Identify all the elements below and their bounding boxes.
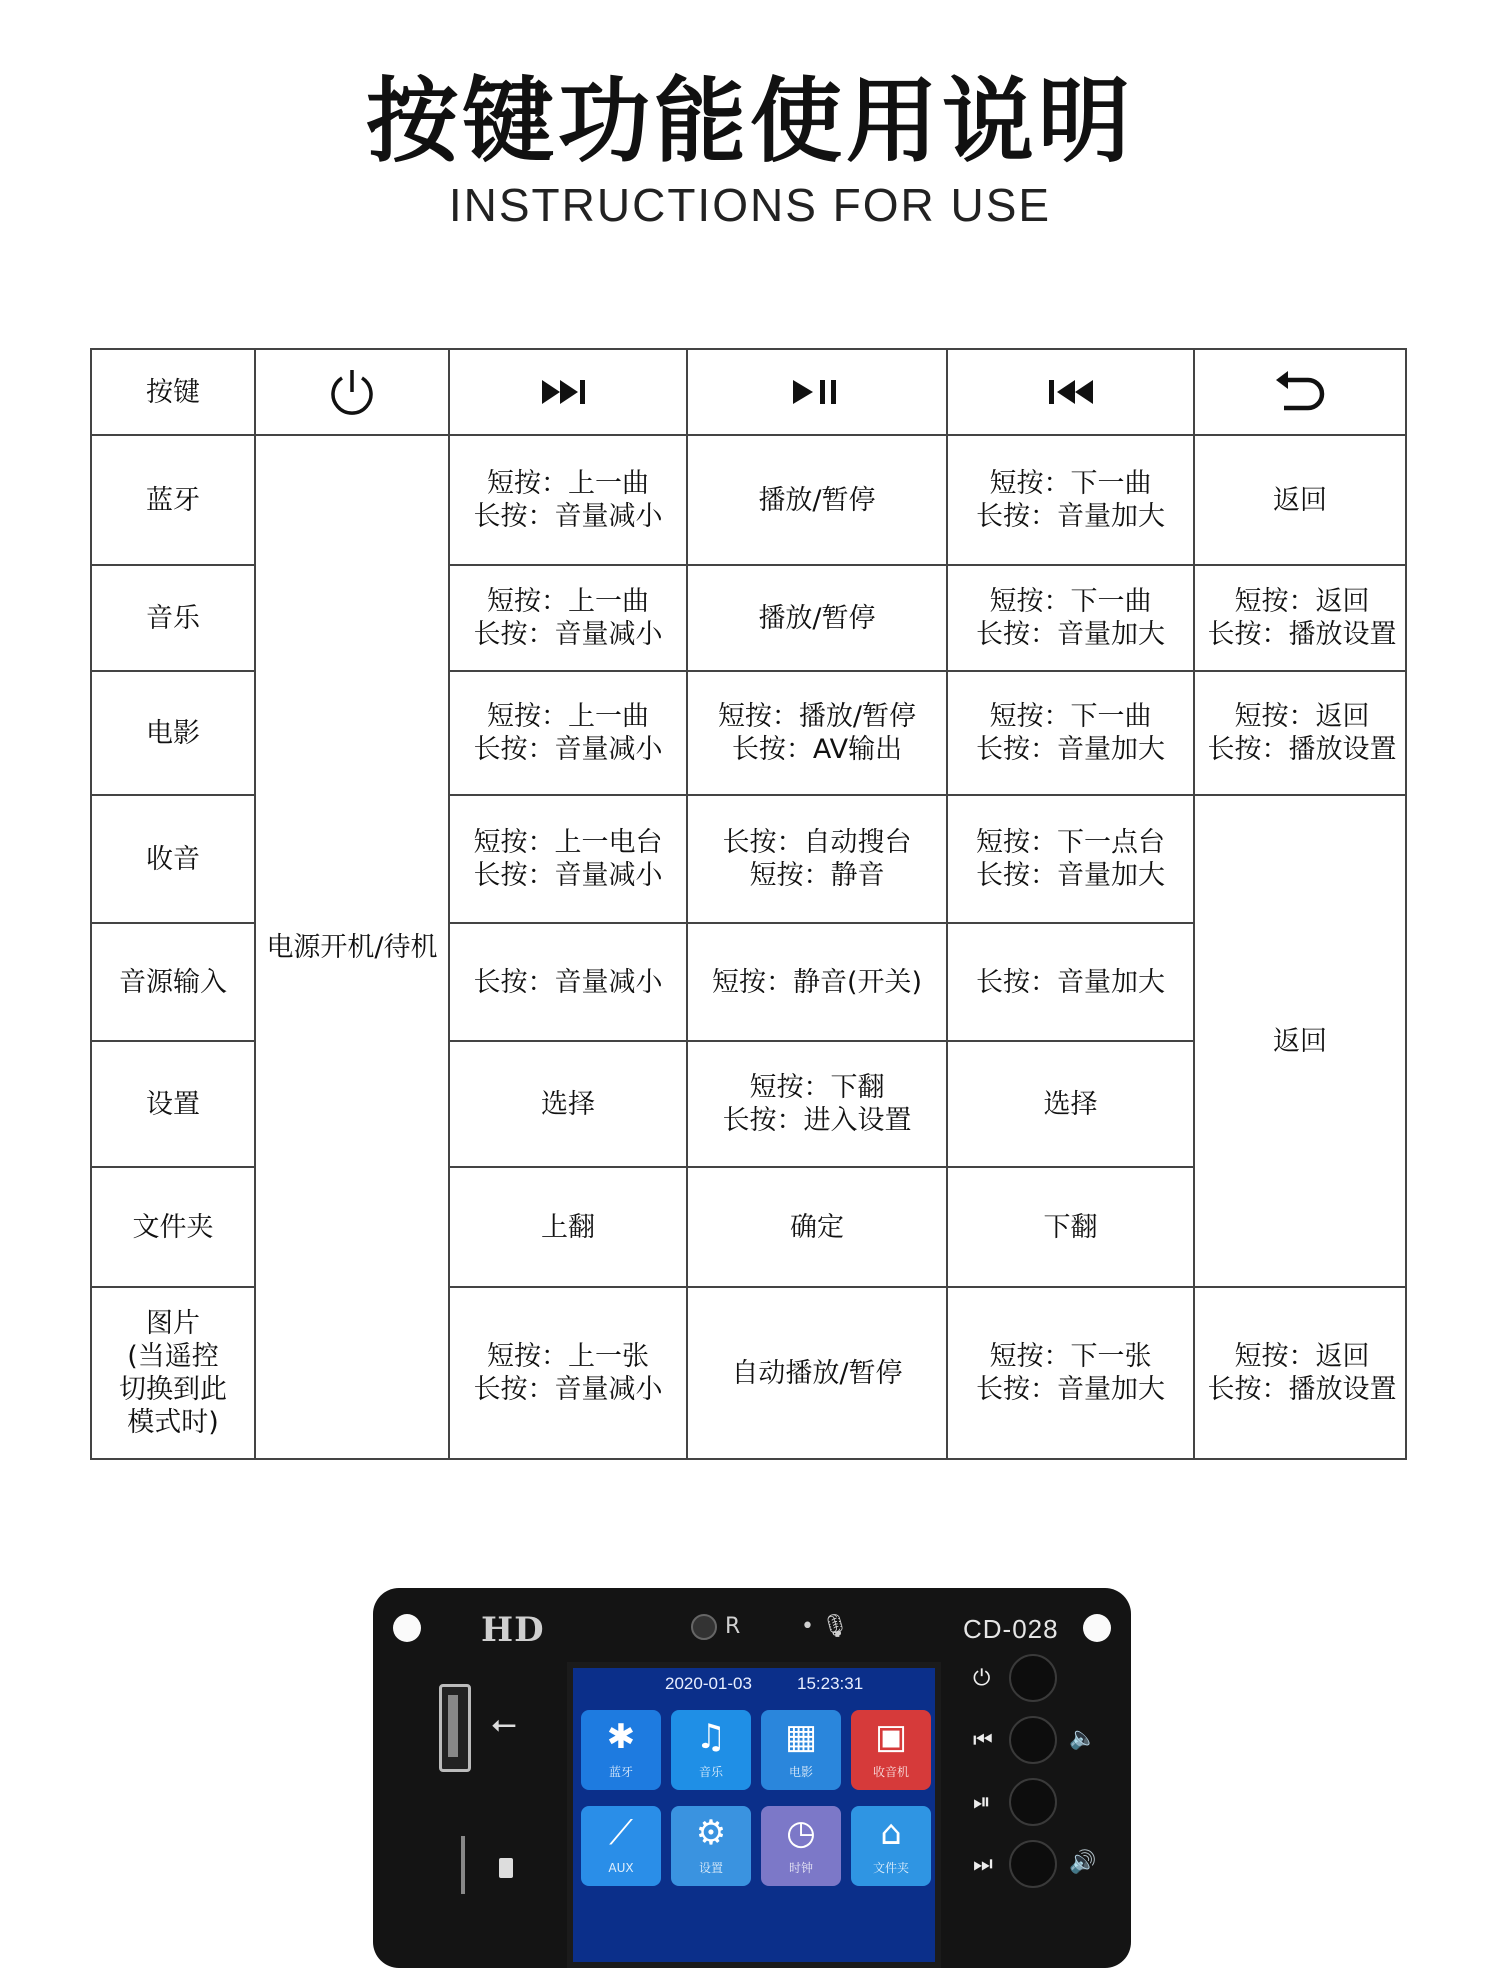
play-button-function: 播放/暂停 [687,435,947,565]
button-knob[interactable] [1009,1654,1057,1702]
brand-logo: HD [481,1610,545,1650]
ir-receiver: R [691,1614,740,1640]
app-folder[interactable]: ⌂ 文件夹 [851,1806,931,1886]
mode-label: 音乐 [91,565,255,671]
next-button-function: 上翻 [449,1167,687,1287]
play-pause-icon [687,349,947,435]
next-button-function: 选择 [449,1041,687,1167]
usb-icon: ⭠ [491,1704,517,1742]
mounting-hole [1083,1614,1111,1642]
prev-button-function: 长按：音量加大 [947,923,1194,1041]
next-button-function: 短按：上一曲 长按：音量减小 [449,671,687,795]
play-button-function: 确定 [687,1167,947,1287]
previous-volume-down-button[interactable] [973,1716,1113,1764]
next-button-function: 短按：上一电台 长按：音量减小 [449,795,687,923]
next-button-function: 短按：上一曲 长按：音量减小 [449,565,687,671]
mode-label: 图片 (当遥控 切换到此 模式时) [91,1287,255,1459]
back-button-function: 短按：返回 长按：播放设置 [1194,565,1406,671]
model-number: CD-028 [963,1614,1059,1644]
music-icon: ♫ [695,1717,727,1757]
volume-up-icon: 🔊 [1069,1850,1097,1875]
previous-track-icon [947,349,1194,435]
aux-cable-icon: ⟋ [609,1813,633,1853]
bluetooth-icon: ✱ [606,1717,636,1757]
prev-button-function: 选择 [947,1041,1194,1167]
next-button-function: 短按：上一张 长按：音量减小 [449,1287,687,1459]
prev-button-function: 短按：下一曲 长按：音量加大 [947,435,1194,565]
radio-icon: ▣ [874,1717,908,1757]
back-button-function: 短按：返回 长按：播放设置 [1194,671,1406,795]
button-knob[interactable] [1009,1778,1057,1826]
clock-icon: ◷ [786,1813,816,1853]
page-subtitle: INSTRUCTIONS FOR USE [448,179,1052,231]
mode-label: 文件夹 [91,1167,255,1287]
ir-sensor-icon [691,1614,717,1640]
back-button-function: 返回 [1194,435,1406,565]
prev-button-function: 短按：下一曲 长按：音量加大 [947,565,1194,671]
next-volume-up-button[interactable] [973,1840,1113,1888]
play-button-function: 短按：播放/暂停 长按：AV输出 [687,671,947,795]
play-pause-button[interactable] [973,1778,1113,1826]
screen-date: 2020-01-03 [665,1674,752,1693]
key-function-table [90,348,1407,1460]
next-track-icon [449,349,687,435]
lcd-screen [567,1662,941,1968]
play-button-function: 短按：下翻 长按：进入设置 [687,1041,947,1167]
mode-label: 蓝牙 [91,435,255,565]
page-title: 按键功能使用说明 [365,68,1134,175]
power-button[interactable] [973,1654,1113,1702]
player-device [373,1588,1131,1968]
power-icon [255,349,449,435]
header-key-label: 按键 [91,349,255,435]
mode-label: 音源输入 [91,923,255,1041]
usb-port[interactable] [439,1684,471,1772]
app-settings[interactable]: ⚙ 设置 [671,1806,751,1886]
app-aux[interactable]: ⟋ AUX [581,1806,661,1886]
sd-card-slot[interactable] [461,1836,483,1894]
power-function-cell: 电源开机/待机 [255,435,449,1459]
next-button-function: 长按：音量减小 [449,923,687,1041]
play-button-function: 短按：静音(开关) [687,923,947,1041]
back-button-function-merged: 返回 [1194,795,1406,1287]
film-icon: ▦ [784,1717,818,1757]
lock-icon [499,1858,513,1878]
app-bluetooth[interactable]: ✱ 蓝牙 [581,1710,661,1790]
mode-label: 设置 [91,1041,255,1167]
play-pause-icon: ⏯ [973,1790,991,1815]
prev-button-function: 短按：下一曲 长按：音量加大 [947,671,1194,795]
button-knob[interactable] [1009,1716,1057,1764]
microphone-icon: • 🎙 [801,1614,849,1639]
mounting-hole [393,1614,421,1642]
screen-time: 15:23:31 [797,1674,864,1693]
play-button-function: 播放/暂停 [687,565,947,671]
back-icon [1194,349,1406,435]
folder-icon: ⌂ [880,1813,902,1853]
prev-button-function: 短按：下一点台 长按：音量加大 [947,795,1194,923]
button-knob[interactable] [1009,1840,1057,1888]
power-icon: ⏻ [973,1666,991,1691]
play-button-function: 长按：自动搜台 短按：静音 [687,795,947,923]
volume-down-icon: 🔈 [1069,1726,1097,1751]
table-row [91,435,1406,565]
previous-track-icon: ⏮ [973,1728,993,1753]
app-radio[interactable]: ▣ 收音机 [851,1710,931,1790]
app-music[interactable]: ♫ 音乐 [671,1710,751,1790]
mode-label: 电影 [91,671,255,795]
play-button-function: 自动播放/暂停 [687,1287,947,1459]
table-header-row [91,349,1406,435]
gear-icon: ⚙ [695,1813,727,1853]
prev-button-function: 下翻 [947,1167,1194,1287]
next-track-icon: ⏭ [973,1852,993,1877]
next-button-function: 短按：上一曲 长按：音量减小 [449,435,687,565]
back-button-function: 短按：返回 长按：播放设置 [1194,1287,1406,1459]
prev-button-function: 短按：下一张 长按：音量加大 [947,1287,1194,1459]
mode-label: 收音 [91,795,255,923]
app-movie[interactable]: ▦ 电影 [761,1710,841,1790]
app-clock[interactable]: ◷ 时钟 [761,1806,841,1886]
